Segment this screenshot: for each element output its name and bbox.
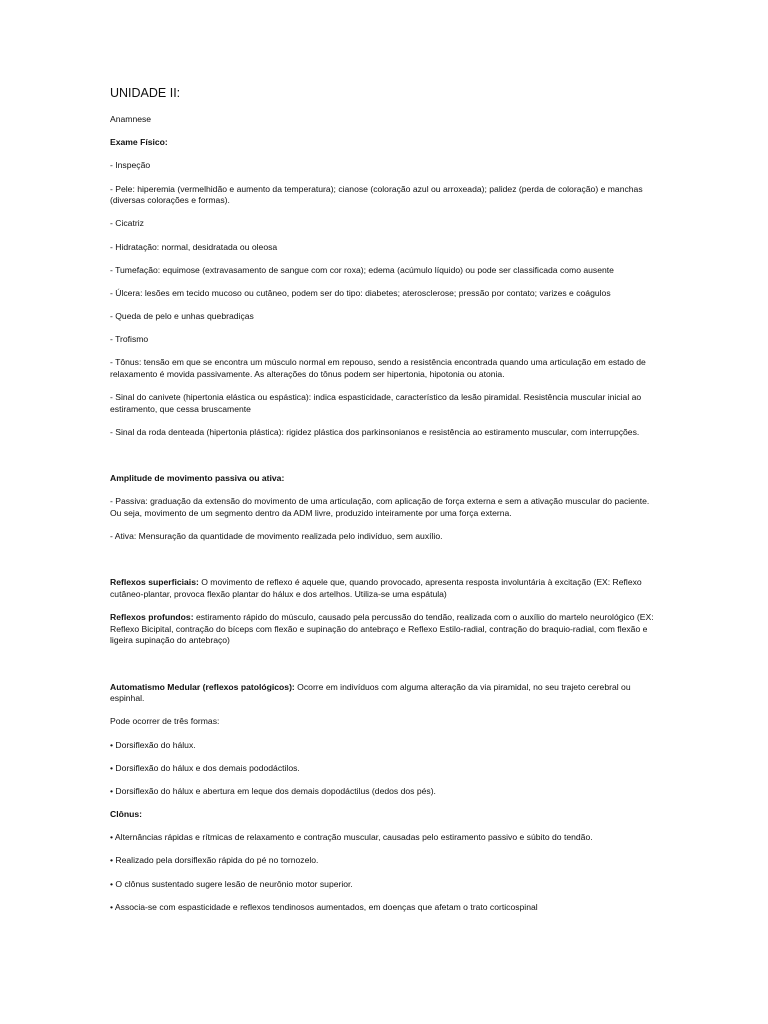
automatismo-intro: Pode ocorrer de três formas: <box>110 716 220 727</box>
exame-item: - Tumefação: equimose (extravasamento de sangue com cor roxa); edema (acúmulo líquido) ou pode ser classificada como ausente <box>110 264 614 275</box>
clonus-heading: Clônus: <box>110 809 142 820</box>
automatismo-paragraph <box>110 682 660 705</box>
reflexos-profundos <box>110 612 660 647</box>
spacer <box>110 554 660 577</box>
anamnese-label: Anamnese <box>110 114 152 124</box>
exame-item: - Hidratação: normal, desidratada ou oleosa <box>110 241 278 252</box>
exame-item: - Tônus: tensão em que se encontra um músculo normal em repouso, sendo a resistência encontrada quando uma articulação em estado de relaxamento é movida passivamente. As alterações do tônus podem ser hipertonia, hipotonia ou atonia. <box>110 357 646 380</box>
reflexos-superficiais-text: O movimento de reflexo é aquele que, quando provocado, apresenta resposta involuntária à excitação (EX: Reflexo cutâneo-plantar, provoca flexão plantar do hálux e dos artelhos. Utiliza-se uma espátula) <box>110 577 642 599</box>
reflexos-profundos-label: Reflexos profundos: <box>110 612 194 623</box>
clonus-item: • Alternâncias rápidas e rítmicas de relaxamento e contração muscular, causadas pelo estiramento passivo e súbito do tendão. <box>110 832 593 843</box>
clonus-item: • Associa-se com espasticidade e reflexos tendinosos aumentados, em doenças que afetam o trato corticospinal <box>110 901 538 912</box>
exame-item: - Inspeção <box>110 160 151 171</box>
amplitude-item: - Ativa: Mensuração da quantidade de movimento realizada pelo indivíduo, sem auxílio. <box>110 531 443 542</box>
amplitude-item: - Passiva: graduação da extensão do movimento de uma articulação, com aplicação de força externa e sem a ativação muscular do paciente. Ou seja, movimento de um segmento dentro da ADM livre, produzido inteiramente por uma força externa. <box>110 496 650 518</box>
page-title: UNIDADE II: <box>110 86 181 100</box>
spacer <box>110 450 660 473</box>
exame-item: - Queda de pelo e unhas quebradiças <box>110 311 254 322</box>
exame-item: - Sinal da roda denteada (hipertonia plástica): rigidez plástica dos parkinsonianos e resistência ao estiramento muscular, com interrupções. <box>110 427 640 438</box>
automatismo-item: • Dorsiflexão do hálux e dos demais pododáctilos. <box>110 762 300 773</box>
clonus-item: • O clônus sustentado sugere lesão de neurônio motor superior. <box>110 878 353 889</box>
spacer <box>110 659 660 682</box>
clonus-item: • Realizado pela dorsiflexão rápida do pé no tornozelo. <box>110 855 319 866</box>
exame-item: - Sinal do canivete (hipertonia elástica ou espástica): indica espasticidade, característico da lesão piramidal. Resistência muscular inicial ao estiramento, que cessa bruscamente <box>110 392 642 414</box>
reflexos-superficiais <box>110 577 660 600</box>
amplitude-heading: Amplitude de movimento passiva ou ativa: <box>110 473 285 484</box>
automatismo-label: Automatismo Medular (reflexos patológicos): <box>110 681 295 692</box>
document-page <box>110 86 660 925</box>
automatismo-item: • Dorsiflexão do hálux. <box>110 739 196 750</box>
exame-item: - Pele: hiperemia (vermelhidão e aumento da temperatura); cianose (coloração azul ou arroxeada); palidez (perda de coloração) e manchas (diversas colorações e formas). <box>110 183 643 206</box>
automatismo-item: • Dorsiflexão do hálux e abertura em leque dos demais dopodáctilus (dedos dos pés). <box>110 785 436 796</box>
automatismo-text: Ocorre em indivíduos com alguma alteração da via piramidal, no seu trajeto cerebral ou espinhal. <box>110 681 631 704</box>
reflexos-superficiais-label: Reflexos superficiais: <box>110 577 199 588</box>
exame-item: - Trofismo <box>110 334 149 345</box>
reflexos-profundos-text: estiramento rápido do músculo, causado pela percussão do tendão, realizada com o auxílio do martelo neurológico (EX: Reflexo Bicipital, contração do bíceps com flexão e supinação do antebraço e Reflexo Estilo-radial, contração do braquio-radial, com flexão e ligeira supinação do antebraço) <box>110 612 654 646</box>
exame-item: - Cicatriz <box>110 218 144 229</box>
exame-item: - Úlcera: lesões em tecido mucoso ou cutâneo, podem ser do tipo: diabetes; aterosclerose; pressão por contato; varizes e coágulos <box>110 287 611 298</box>
exame-fisico-heading: Exame Físico: <box>110 137 168 148</box>
